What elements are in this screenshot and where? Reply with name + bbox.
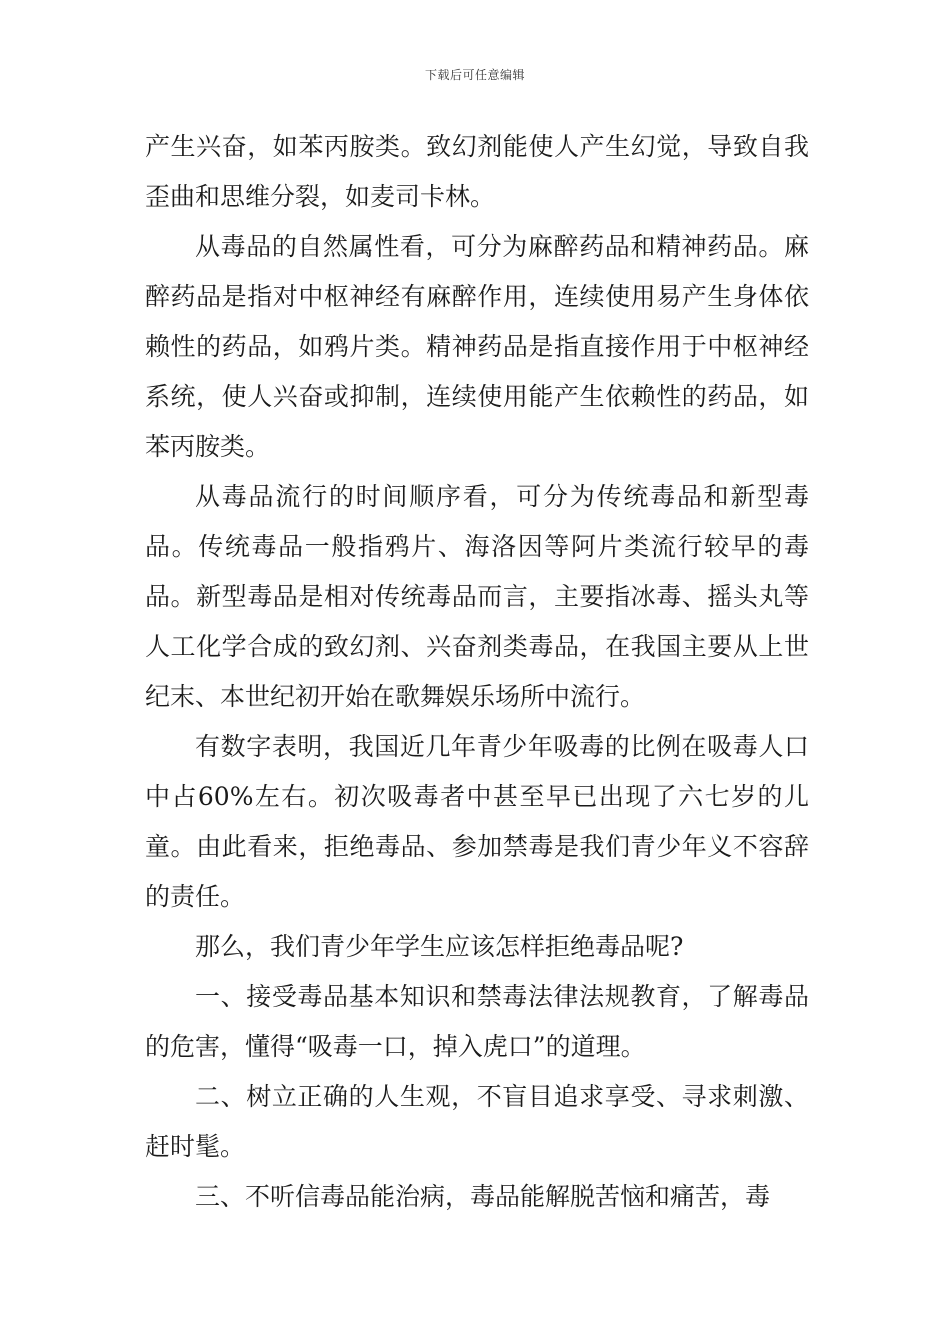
paragraph-point-three: 三、不听信毒品能治病，毒品能解脱苦恼和痛苦，毒 (195, 1182, 771, 1211)
paragraph-time-order: 从毒品流行的时间顺序看，可分为传统毒品和新型毒品。传统毒品一般指鸦片、海洛因等阿片类流行较早的毒品。新型毒品是相对传统毒品而言，主要指冰毒、摇头丸等人工化学合成的致幻剂、兴奋剂类毒品，在我国主要从上世纪末、本世纪初开始在歌舞娱乐场所中流行。 (145, 482, 809, 711)
paragraph-continuation: 产生兴奋，如苯丙胺类。致幻剂能使人产生幻觉，导致自我歪曲和思维分裂，如麦司卡林。 (145, 132, 809, 211)
document-body (145, 122, 809, 1222)
paragraph-point-two: 二、树立正确的人生观，不盲目追求享受、寻求刺激、赶时髦。 (145, 1082, 809, 1161)
paragraph-question: 那么，我们青少年学生应该怎样拒绝毒品呢? (195, 932, 684, 961)
paragraph-natural-attributes: 从毒品的自然属性看，可分为麻醉药品和精神药品。麻醉药品是指对中枢神经有麻醉作用，连续使用易产生身体依赖性的药品，如鸦片类。精神药品是指直接作用于中枢神经系统，使人兴奋或抑制，连续使用能产生依赖性的药品，如苯丙胺类。 (145, 232, 809, 461)
paragraph-statistics: 有数字表明，我国近几年青少年吸毒的比例在吸毒人口中占60%左右。初次吸毒者中甚至早已出现了六七岁的儿童。由此看来，拒绝毒品、参加禁毒是我们青少年义不容辞的责任。 (145, 732, 809, 911)
paragraph-point-one: 一、接受毒品基本知识和禁毒法律法规教育，了解毒品的危害，懂得“吸毒一口，掉入虎口”的道理。 (145, 982, 809, 1061)
page-header: 下载后可任意编辑 (424, 68, 525, 82)
